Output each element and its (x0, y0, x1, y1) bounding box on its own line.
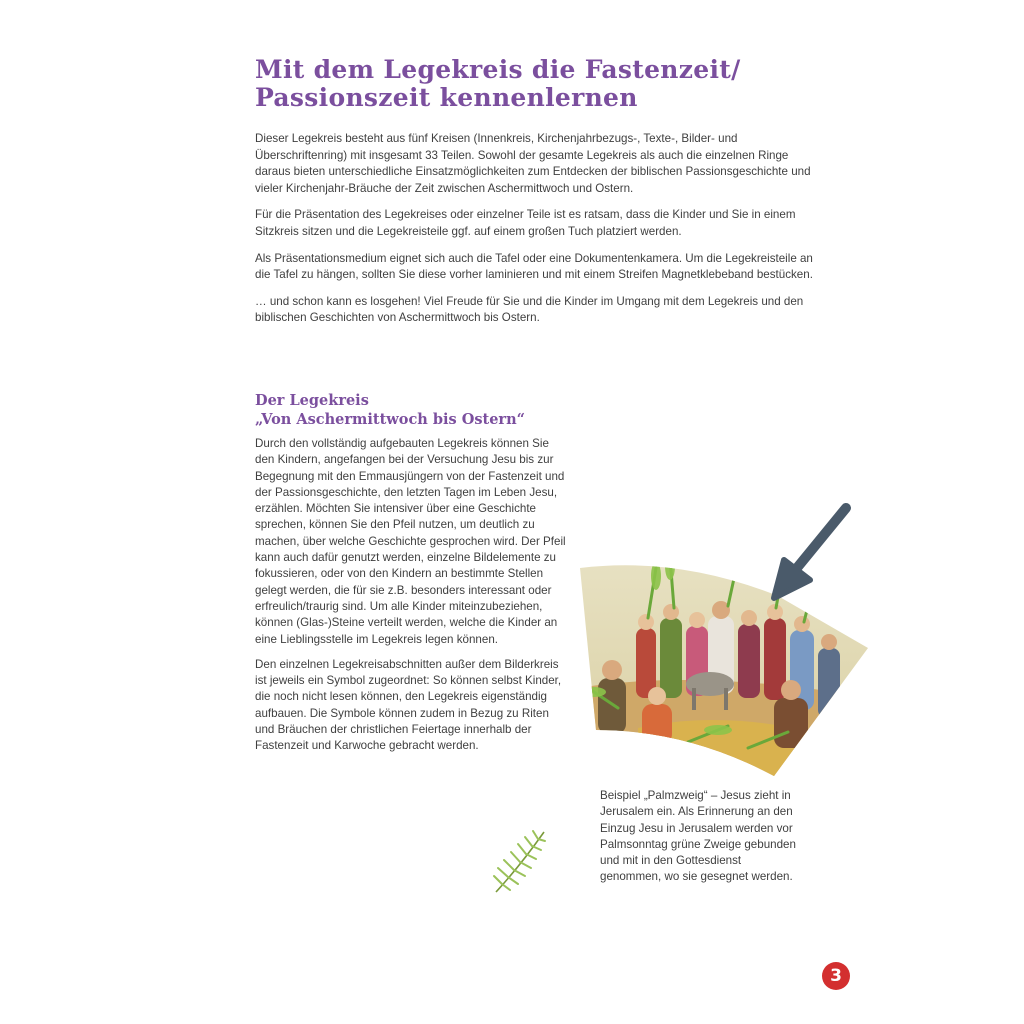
section-heading (255, 391, 585, 429)
intro-paragraph-4: … und schon kann es losgehen! Viel Freude für Sie und die Kinder im Umgang mit dem Legekreis und den biblischen Geschichten von Aschermittwoch bis Ostern. (255, 294, 804, 325)
illustration-caption: Beispiel „Palmzweig“ – Jesus zieht in Jerusalem ein. Als Erinnerung an den Einzug Jesu in Jerusalem werden vor Palmsonntag grüne Zweige gebunden und mit in den Gottesdienst genommen, wo sie gesegnet werden. (600, 789, 796, 884)
section-paragraph-1: Durch den vollständig aufgebauten Legekreis können Sie den Kindern, angefangen bei der Versuchung Jesu bis zur Begegnung mit den Emmausjüngern von der Fastenzeit und der Passionsgeschichte, den letzten Tagen im Leben Jesu, erzählen. Möchten Sie intensiver über eine Geschichte sprechen, können Sie den Pfeil nutzen, um deutlich zu machen, über welche Geschichte gesprochen wird. Der Pfeil kann auch dafür genutzt werden, einzelne Bildelemente zu fokussieren, oder von den Kindern an bestimmte Stellen gelegt werden, die für sie z.B. besonders interessant oder erfreulich/traurig sind. Um alle Kinder miteinzubeziehen, können (Glas-)Steine verteilt werden, welche die Kinder an eine Lieblingsstelle im Legekreis legen können. (255, 437, 566, 646)
section-heading-line-2: „Von Aschermittwoch bis Ostern“ (255, 411, 525, 428)
intro-text (255, 131, 815, 337)
pointer-arrow-icon (774, 508, 846, 598)
page-title-line-2: Passionszeit kennenlernen (255, 83, 638, 112)
page-number-badge: 3 (822, 962, 850, 990)
picture-ring-segment (578, 548, 872, 780)
page-title-line-1: Mit dem Legekreis die Fastenzeit/ (255, 55, 741, 84)
section-body (255, 436, 567, 764)
section-paragraph-2: Den einzelnen Legekreisabschnitten außer dem Bilderkreis ist jeweils ein Symbol zugeordnet: So können selbst Kinder, die noch nicht lesen können, den Legekreis eigenständig aufbauen. Die Symbole können zudem in Bezug zu Riten und Bräuchen der christlichen Feiertage innerhalb der Fastenzeit und Karwoche gebracht werden. (255, 657, 562, 753)
intro-paragraph-2: Für die Präsentation des Legekreises oder einzelner Teile ist es ratsam, dass die Kinder und Sie in einem Sitzkreis sitzen und die Legekreisteile ggf. auf einem großen Tuch platziert werden. (255, 208, 796, 238)
intro-paragraph-3: Als Präsentationsmedium eignet sich auch die Tafel oder eine Dokumentenkamera. Um die Legekreisteile an die Tafel zu hängen, sollten Sie diese vorher laminieren und mit einem Streifen Magnetklebeband bestücken. (255, 251, 813, 282)
page-title (255, 56, 815, 112)
palm-sunday-illustration (578, 498, 872, 780)
section-heading-line-1: Der Legekreis (255, 392, 369, 409)
palm-leaf-icon (490, 826, 550, 898)
intro-paragraph-1: Dieser Legekreis besteht aus fünf Kreisen (Innenkreis, Kirchenjahrbezugs-, Texte-, Bilder- und Überschriftenring) mit insgesamt 33 Teilen. Sowohl der gesamte Legekreis als auch die einzelnen Ringe daraus bieten unterschiedliche Einsatzmöglichkeiten zum Entdecken der biblischen Passionsgeschichte und vieler Kirchenjahr-Bräuche der Zeit zwischen Aschermittwoch und Ostern. (255, 132, 811, 195)
